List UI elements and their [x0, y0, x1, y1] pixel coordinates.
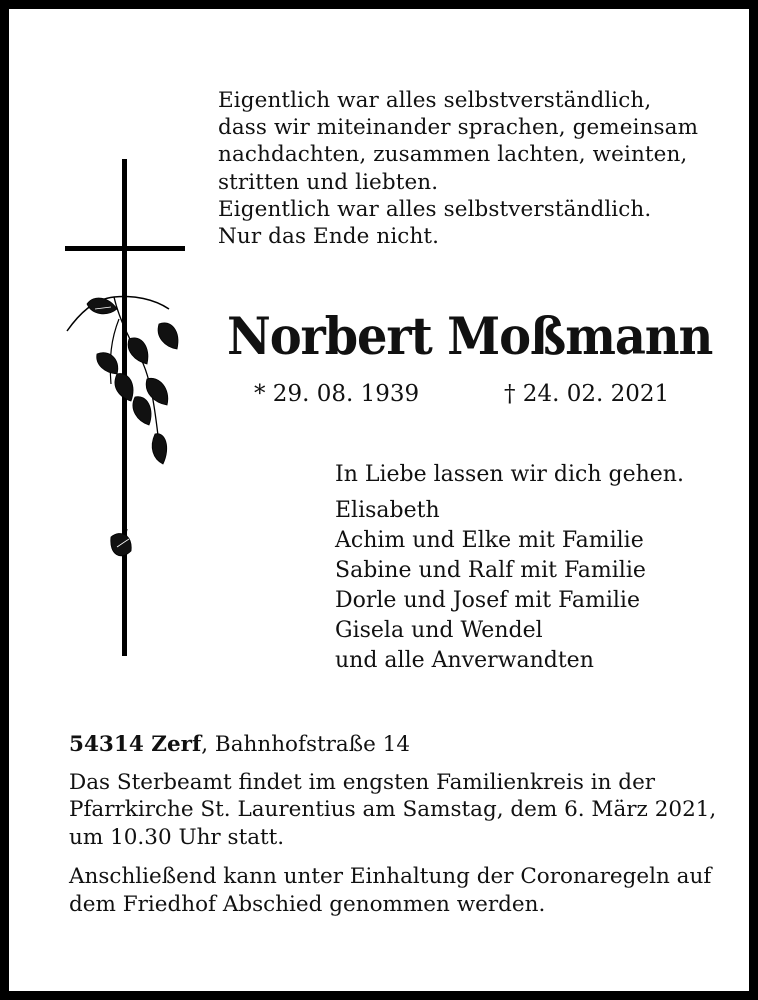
service-info — [69, 731, 729, 930]
farewell-notice: Anschließend kann unter Einhaltung der Coronaregeln auf dem Friedhof Abschied genommen werden. — [69, 864, 712, 917]
birth-date: * 29. 08. 1939 — [254, 381, 420, 407]
poem-line: nachdachten, zusammen lachten, weinten, — [218, 142, 688, 168]
mourners-intro: In Liebe lassen wir dich gehen. — [335, 462, 684, 487]
mourner-name: Sabine und Ralf mit Familie — [335, 558, 646, 583]
poem — [218, 87, 738, 250]
poem-line: Eigentlich war alles selbstverständlich, — [218, 88, 652, 113]
address-city: 54314 Zerf — [69, 732, 202, 757]
poem-line: dass wir miteinander sprachen, gemeinsam — [218, 115, 699, 141]
mourner-name: Dorle und Josef mit Familie — [335, 588, 640, 613]
death-date: † 24. 02. 2021 — [504, 381, 670, 407]
funeral-mass-notice: Das Sterbeamt findet im engsten Familienkreis in der Pfarrkirche St. Laurentius am Samstag, dem 6. März 2021, um 10.30 Uhr statt. — [69, 769, 717, 850]
cross-with-birch-branch-icon — [59, 159, 199, 659]
address — [69, 731, 729, 759]
mourner-name: Elisabeth — [335, 498, 440, 523]
poem-line: Nur das Ende nicht. — [218, 224, 440, 250]
deceased-name: Norbert Moßmann — [227, 307, 713, 367]
address-street: , Bahnhofstraße 14 — [201, 732, 411, 757]
mourner-name: Achim und Elke mit Familie — [335, 528, 644, 553]
mourners — [335, 460, 735, 676]
mourner-name: Gisela und Wendel — [335, 618, 543, 643]
poem-line: stritten und liebten. — [218, 169, 439, 195]
mourner-name: und alle Anverwandten — [335, 648, 594, 673]
poem-line: Eigentlich war alles selbstverständlich. — [218, 196, 652, 222]
